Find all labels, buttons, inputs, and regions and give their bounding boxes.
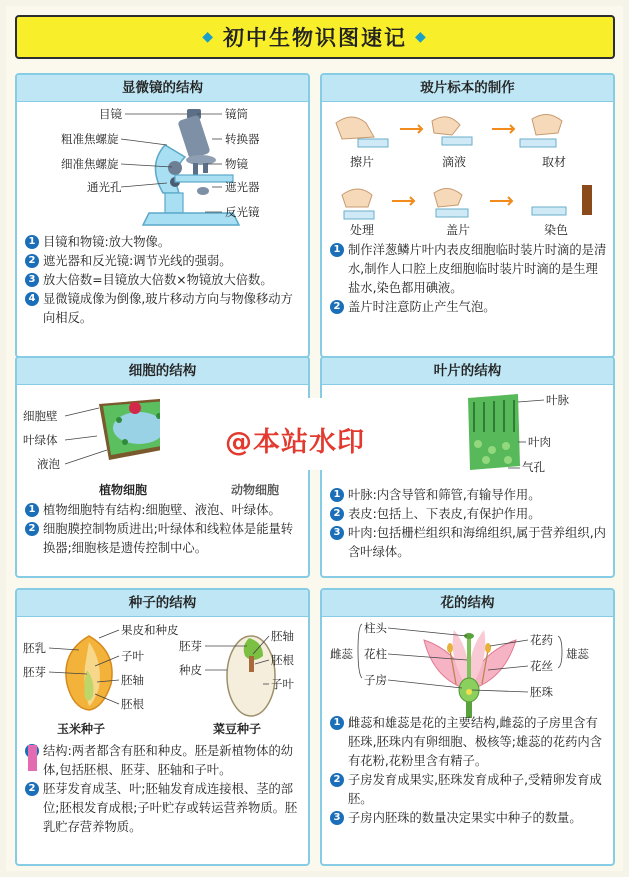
label-stoma: 气孔 [522, 460, 545, 474]
note-item: 3 子房内胚珠的数量决定果实中种子的数量。 [330, 809, 608, 828]
label-mirror: 反光镜 [225, 205, 260, 219]
step-take-sample: 取材 [542, 155, 567, 169]
label-corn-radicle: 胚根 [121, 697, 144, 711]
label-aperture: 通光孔 [87, 180, 122, 194]
note-item: 2 遮光器和反光镜:调节光线的强弱。 [25, 252, 301, 271]
step-drop: 滴液 [442, 155, 467, 169]
leaf-header: 叶片的结构 [322, 358, 613, 385]
watermark-text: @本站水印 [225, 427, 365, 458]
label-corn-cotyledon: 子叶 [121, 649, 144, 663]
label-ovule: 胚珠 [530, 685, 553, 699]
leaf-notes [330, 486, 608, 562]
label-bean-cotyledon: 子叶 [271, 677, 294, 691]
seed-panel [15, 588, 310, 866]
step-stain: 染色 [544, 223, 569, 237]
note-item: 1 目镜和物镜:放大物像。 [25, 233, 301, 252]
label-bean-plumule: 胚芽 [179, 639, 202, 653]
label-corn-plumule: 胚芽 [23, 665, 46, 679]
microscope-header: 显微镜的结构 [17, 75, 308, 102]
label-bean-hypocotyl: 胚轴 [271, 629, 294, 643]
note-item: 2 胚芽发育成茎、叶;胚轴发育成连接根、茎的部位;胚根发育成根;子叶贮存或转运营养物质。胚乳贮存营养物质。 [25, 780, 303, 837]
label-vein: 叶脉 [546, 393, 569, 407]
side-marker [28, 745, 37, 771]
label-endosperm: 胚乳 [23, 641, 46, 655]
label-fine-focus: 细准焦螺旋 [61, 157, 119, 171]
note-item: 1 叶脉:内含导管和筛管,有输导作用。 [330, 486, 608, 505]
flower-header: 花的结构 [322, 590, 613, 617]
cell-leader-lines [17, 358, 137, 478]
note-item: 2 盖片时注意防止产生气泡。 [330, 298, 608, 317]
page-title-banner [15, 15, 615, 59]
label-stamen: 雄蕊 [566, 647, 589, 661]
label-bean-radicle: 胚根 [271, 653, 294, 667]
label-stigma: 柱头 [364, 621, 387, 635]
label-bean-testa: 种皮 [179, 663, 202, 677]
step-process: 处理 [350, 223, 375, 237]
label-chloroplast: 叶绿体 [23, 433, 58, 447]
flower-notes [330, 714, 608, 828]
label-anther: 花药 [530, 633, 553, 647]
flower-panel [320, 588, 615, 866]
label-vacuole: 液泡 [37, 457, 60, 471]
slide-panel [320, 73, 615, 358]
microscope-notes [25, 233, 301, 328]
label-pistil: 雌蕊 [330, 647, 353, 661]
note-item: 3 放大倍数=目镜放大倍数×物镜放大倍数。 [25, 271, 301, 290]
label-tube: 镜筒 [225, 107, 248, 121]
label-cell-wall: 细胞壁 [23, 409, 58, 423]
note-item: 2 细胞膜控制物质进出;叶绿体和线粒体是能量转换器;细胞核是遗传控制中心。 [25, 520, 303, 558]
cell-header: 细胞的结构 [17, 358, 308, 385]
note-item: 3 叶肉:包括栅栏组织和海绵组织,属于营养组织,内含叶绿体。 [330, 524, 608, 562]
flower-leader-lines [322, 590, 615, 720]
slide-notes [330, 241, 608, 317]
step-cover: 盖片 [446, 223, 471, 237]
seed-notes [25, 742, 303, 837]
label-converter: 转换器 [225, 132, 260, 146]
label-objective: 物镜 [225, 157, 248, 171]
label-eyepiece: 目镜 [99, 107, 122, 121]
seed-leader-lines [17, 590, 310, 720]
note-item: 2 表皮:包括上、下表皮,有保护作用。 [330, 505, 608, 524]
label-ovary: 子房 [364, 673, 387, 687]
page-title: 初中生物识图速记 [223, 26, 407, 50]
diamond-icon: ◆ [202, 29, 215, 45]
label-corn-hypocotyl: 胚轴 [121, 673, 144, 687]
label-pericarp-testa: 果皮和种皮 [121, 623, 179, 637]
animal-cell-caption: 动物细胞 [231, 483, 280, 497]
note-item: 2 子房发育成果实,胚珠发育成种子,受精卵发育成胚。 [330, 771, 608, 809]
plant-cell-caption: 植物细胞 [99, 483, 148, 497]
label-diaphragm: 遮光器 [225, 180, 260, 194]
diamond-icon: ◆ [415, 29, 428, 45]
note-item: 1 制作洋葱鳞片叶内表皮细胞临时装片时滴的是清水,制作人口腔上皮细胞临时装片时滴的是生理盐水,染色都用碘液。 [330, 241, 608, 298]
note-item: 1 雌蕊和雄蕊是花的主要结构,雌蕊的子房里含有胚珠,胚珠内有卵细胞、极核等;雄蕊的花药内含有花粉,花粉里含有精子。 [330, 714, 608, 771]
note-item: 4 显微镜成像为倒像,玻片移动方向与物像移动方向相反。 [25, 290, 301, 328]
label-filament: 花丝 [530, 659, 553, 673]
microscope-panel [15, 73, 310, 358]
corn-seed-caption: 玉米种子 [57, 722, 106, 736]
seed-header: 种子的结构 [17, 590, 308, 617]
label-style: 花柱 [364, 647, 387, 661]
label-mesophyll: 叶肉 [528, 435, 551, 449]
step-wipe: 擦片 [350, 155, 375, 169]
note-item: 结构:两者都含有胚和种皮。胚是新植物体的幼体,包括胚根、胚芽、胚轴和子叶。 [25, 742, 303, 780]
note-item: 1 植物细胞特有结构:细胞壁、液泡、叶绿体。 [25, 501, 303, 520]
bean-seed-caption: 菜豆种子 [213, 722, 262, 736]
cell-notes [25, 501, 303, 558]
label-coarse-focus: 粗准焦螺旋 [61, 132, 119, 146]
slide-header: 玻片标本的制作 [322, 75, 613, 102]
microscope-leader-lines [17, 75, 310, 225]
